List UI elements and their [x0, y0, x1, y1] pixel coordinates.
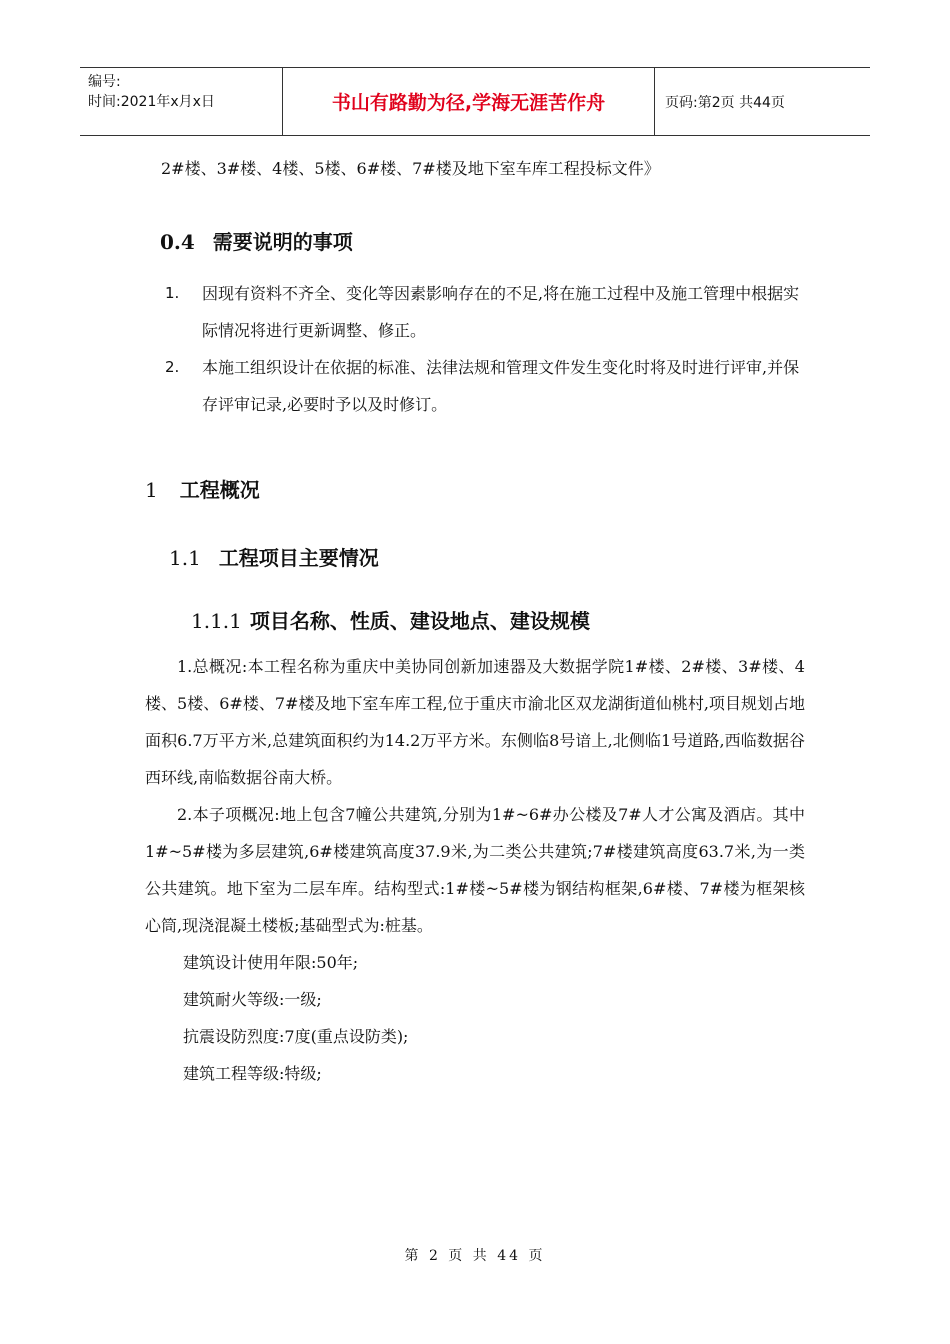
section-number: 1 — [145, 478, 158, 502]
header-page-info: 页码:第2页 共44页 — [665, 94, 785, 111]
overview-paragraph: 1.总概况:本工程名称为重庆中美协同创新加速器及大数据学院1#楼、2#楼、3#楼、4楼、5楼、6#楼、7#楼及地下室车库工程,位于重庆市渝北区双龙湖街道仙桃村,项目规划占地面积6.7万平方米,总建筑面积约为14.2万平方米。东侧临8号谙上,北侧临1号道路,西临数据谷西环线,南临数据谷南大桥。 — [145, 657, 805, 787]
list-item — [145, 275, 805, 349]
list-item-text: 本施工组织设计在依据的标准、法律法规和管理文件发生变化时将及时进行评审,并保存评审记录,必要时予以及时修订。 — [202, 358, 800, 414]
section-number: 0.4 — [160, 230, 195, 254]
list-marker: 2. — [165, 358, 180, 376]
page-footer — [0, 1245, 950, 1265]
section-heading-0-4 — [160, 227, 805, 257]
list-item-text: 因现有资料不齐全、变化等因素影响存在的不足,将在施工过程中及施工管理中根据实际情况将进行更新调整、修正。 — [202, 284, 800, 340]
spec-seismic-intensity: 抗震设防烈度:7度(重点设防类); — [183, 1027, 409, 1046]
list-item — [145, 349, 805, 423]
header-page-cell — [655, 68, 870, 135]
header-motto-cell — [283, 68, 655, 135]
subproject-paragraph: 2.本子项概况:地上包含7幢公共建筑,分别为1#~6#办公楼及7#人才公寓及酒店。其中1#~5#楼为多层建筑,6#楼建筑高度37.9米,为二类公共建筑;7#楼建筑高度63.7米,为一类公共建筑。地下室为二层车库。结构型式:1#楼~5#楼为钢结构框架,6#楼、7#楼为框架核心筒,现浇混凝土楼板;基础型式为:桩基。 — [145, 805, 805, 935]
section-heading-1 — [145, 475, 805, 505]
section-heading-1-1 — [169, 543, 805, 573]
header-meta-cell — [80, 68, 283, 135]
document-body — [145, 150, 805, 1092]
section-heading-1-1-1 — [191, 606, 805, 636]
footer-page-number: 第 2 页 共 44 页 — [404, 1248, 546, 1264]
section-number: 1.1 — [169, 546, 201, 570]
section-title: 需要说明的事项 — [212, 230, 353, 254]
header-motto: 书山有路勤为径,学海无涯苦作舟 — [331, 92, 606, 114]
spec-design-life: 建筑设计使用年限:50年; — [183, 953, 359, 972]
section-title: 项目名称、性质、建设地点、建设规模 — [249, 609, 590, 633]
spec-fire-rating: 建筑耐火等级:一级; — [183, 990, 322, 1009]
document-date-label: 时间:2021年x月x日 — [88, 94, 215, 110]
notes-list — [145, 275, 805, 423]
document-number-label: 编号: — [88, 74, 121, 90]
page-header — [80, 67, 870, 136]
spec-project-grade: 建筑工程等级:特级; — [183, 1064, 322, 1083]
continuation-line: 2#楼、3#楼、4楼、5楼、6#楼、7#楼及地下室车库工程投标文件》 — [161, 159, 660, 178]
section-title: 工程项目主要情况 — [218, 546, 379, 570]
section-title: 工程概况 — [179, 478, 260, 502]
section-number: 1.1.1 — [191, 609, 242, 633]
list-marker: 1. — [165, 284, 180, 302]
